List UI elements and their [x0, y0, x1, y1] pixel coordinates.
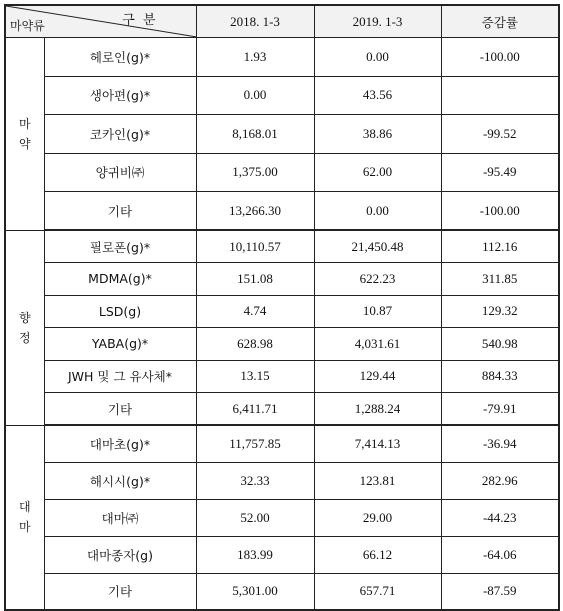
- value-2018-cell: 151.08: [196, 263, 314, 296]
- table-row: [5, 115, 559, 154]
- value-2018-cell: 6,411.71: [196, 393, 314, 426]
- corner-header-cell: [5, 5, 196, 38]
- name-cell: 생아편(g)*: [44, 76, 196, 115]
- value-2018-cell: 0.00: [196, 76, 314, 115]
- value-2018-cell: 1,375.00: [196, 153, 314, 192]
- column-header-change-rate: 증감률: [441, 5, 559, 38]
- value-2018-cell: 11,757.85: [196, 425, 314, 462]
- table-row: [5, 328, 559, 361]
- name-cell: 기타: [44, 393, 196, 426]
- value-2019-cell: 62.00: [314, 153, 441, 192]
- value-2019-cell: 10.87: [314, 295, 441, 328]
- value-2018-cell: 1.93: [196, 38, 314, 77]
- value-2018-cell: 13.15: [196, 360, 314, 393]
- table-row: [5, 153, 559, 192]
- name-cell: YABA(g)*: [44, 328, 196, 361]
- value-2019-cell: 0.00: [314, 38, 441, 77]
- category-char: 마: [18, 116, 31, 131]
- table-row: [5, 536, 559, 573]
- category-char: 향: [18, 310, 31, 325]
- table-row: [5, 76, 559, 115]
- table-body: [5, 38, 559, 611]
- table-row: [5, 393, 559, 426]
- value-2019-cell: 38.86: [314, 115, 441, 154]
- value-2019-cell: 1,288.24: [314, 393, 441, 426]
- change-rate-cell: 112.16: [441, 230, 559, 263]
- change-rate-cell: -95.49: [441, 153, 559, 192]
- name-cell: LSD(g): [44, 295, 196, 328]
- header-row: [5, 5, 559, 38]
- table-row: [5, 263, 559, 296]
- category-char: 대: [18, 500, 31, 515]
- name-cell: MDMA(g)*: [44, 263, 196, 296]
- name-cell: 대마㈜: [44, 499, 196, 536]
- value-2019-cell: 123.81: [314, 462, 441, 499]
- change-rate-cell: -100.00: [441, 192, 559, 231]
- column-header-2019: 2019. 1-3: [314, 5, 441, 38]
- category-char: 약: [18, 136, 31, 151]
- category-cell: [5, 38, 44, 231]
- change-rate-cell: 282.96: [441, 462, 559, 499]
- value-2018-cell: 8,168.01: [196, 115, 314, 154]
- value-2018-cell: 32.33: [196, 462, 314, 499]
- value-2019-cell: 29.00: [314, 499, 441, 536]
- change-rate-cell: [441, 76, 559, 115]
- category-cell: [5, 230, 44, 425]
- value-2019-cell: 21,450.48: [314, 230, 441, 263]
- value-2018-cell: 10,110.57: [196, 230, 314, 263]
- name-cell: 대마초(g)*: [44, 425, 196, 462]
- value-2019-cell: 129.44: [314, 360, 441, 393]
- name-cell: JWH 및 그 유사체*: [44, 360, 196, 393]
- table-row: [5, 192, 559, 231]
- value-2018-cell: 5,301.00: [196, 573, 314, 610]
- change-rate-cell: -99.52: [441, 115, 559, 154]
- change-rate-cell: -79.91: [441, 393, 559, 426]
- name-cell: 해시시(g)*: [44, 462, 196, 499]
- value-2019-cell: 66.12: [314, 536, 441, 573]
- name-cell: 필로폰(g)*: [44, 230, 196, 263]
- category-cell: [5, 425, 44, 610]
- change-rate-cell: -44.23: [441, 499, 559, 536]
- table-row: [5, 573, 559, 610]
- value-2018-cell: 52.00: [196, 499, 314, 536]
- change-rate-cell: -64.06: [441, 536, 559, 573]
- change-rate-cell: 884.33: [441, 360, 559, 393]
- change-rate-cell: 311.85: [441, 263, 559, 296]
- change-rate-cell: 129.32: [441, 295, 559, 328]
- value-2019-cell: 43.56: [314, 76, 441, 115]
- value-2019-cell: 0.00: [314, 192, 441, 231]
- table-row: [5, 462, 559, 499]
- corner-top-label: 구 분: [122, 13, 158, 28]
- corner-bottom-label: 마약류: [10, 19, 45, 33]
- change-rate-cell: -36.94: [441, 425, 559, 462]
- value-2018-cell: 183.99: [196, 536, 314, 573]
- change-rate-cell: -100.00: [441, 38, 559, 77]
- value-2018-cell: 13,266.30: [196, 192, 314, 231]
- column-header-2018: 2018. 1-3: [196, 5, 314, 38]
- value-2019-cell: 4,031.61: [314, 328, 441, 361]
- table-row: [5, 499, 559, 536]
- name-cell: 코카인(g)*: [44, 115, 196, 154]
- table-row: [5, 38, 559, 77]
- name-cell: 대마종자(g): [44, 536, 196, 573]
- value-2018-cell: 628.98: [196, 328, 314, 361]
- name-cell: 기타: [44, 192, 196, 231]
- name-cell: 기타: [44, 573, 196, 610]
- table-row: [5, 360, 559, 393]
- name-cell: 헤로인(g)*: [44, 38, 196, 77]
- table-row: [5, 230, 559, 263]
- value-2018-cell: 4.74: [196, 295, 314, 328]
- value-2019-cell: 7,414.13: [314, 425, 441, 462]
- value-2019-cell: 622.23: [314, 263, 441, 296]
- change-rate-cell: -87.59: [441, 573, 559, 610]
- change-rate-cell: 540.98: [441, 328, 559, 361]
- category-char: 마: [18, 520, 31, 535]
- table-row: [5, 295, 559, 328]
- name-cell: 양귀비㈜: [44, 153, 196, 192]
- value-2019-cell: 657.71: [314, 573, 441, 610]
- drug-seizure-table: [4, 4, 560, 611]
- category-char: 정: [18, 330, 31, 345]
- table-row: [5, 425, 559, 462]
